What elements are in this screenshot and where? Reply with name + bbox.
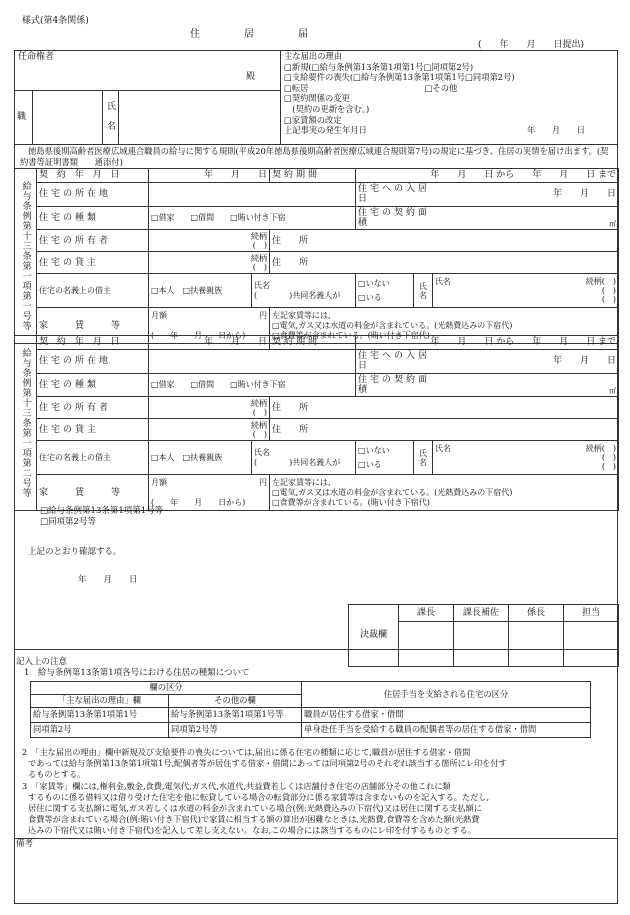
form-number: 様式(第4条関係) [22, 16, 89, 26]
contract-period-label-2: 契約期間 [270, 336, 356, 350]
remarks-label: 備考 [16, 839, 34, 849]
co-signer-exists-2[interactable]: □いる [358, 459, 382, 469]
notes-title: 記入上の注意 [16, 657, 68, 667]
rent-from-2: ( 年 月 日から) [151, 497, 246, 507]
co-signer-none-2[interactable]: □いない [358, 445, 390, 455]
owner-label-2: 住宅の所有者 [37, 397, 149, 419]
nominee-name-2[interactable] [252, 441, 356, 475]
intro-text: 徳島県後期高齢者医療広域連合職員の給与に関する規則(平成20年徳島県後期高齢者医療広域連合規則第7号)の規定に基づき、住居の実情を届け出ます。(契約書等証明書類 通添付) [20, 146, 609, 167]
nominee-label-2: 住宅の名義上の借主 [37, 441, 149, 475]
approval-col-3: 係長 [509, 605, 564, 622]
rent-monthly: 月額 [151, 310, 167, 320]
notes-r2-c3: 単身赴任手当を受給する職員の配偶者等の居住する借家・借間 [302, 723, 591, 738]
co-name-relation: 続柄( ) [585, 277, 617, 287]
lender-address-2[interactable]: 住 所 [270, 419, 619, 441]
kind-options-2[interactable]: □借家 □借間 □賄い付き下宿 [149, 373, 356, 397]
occurrence-date: 年 月 日 [527, 125, 586, 136]
lender-relation-label: 続柄 [251, 253, 268, 263]
rent-label-2: 家 賃 等 [37, 475, 149, 511]
contract-period-value[interactable]: 年 月 日 から 年 月 日 まで [356, 169, 619, 183]
co-name-value[interactable] [433, 274, 619, 308]
approval-label: 決裁欄 [349, 605, 399, 667]
nominee-name-label: 氏名 [254, 280, 270, 290]
notes-r1-c2: 給与条例第13条第1項第1号等 [169, 708, 302, 723]
reason-title: 主な届出の理由 [284, 51, 343, 61]
job-label: 職 [17, 112, 27, 122]
note-2-line-3: るものとする。 [28, 769, 86, 779]
rent-note-2-2[interactable]: □電気,ガス又は水道の料金が含まれている。(光熱費込みの下宿代) [272, 487, 513, 497]
address-value-2[interactable] [149, 350, 356, 374]
confirm-text: 上記のとおり確認する。 [28, 547, 122, 557]
address-value[interactable] [149, 183, 356, 207]
section-2-side-label: 給与条例第十三条第一項第二号等 [15, 336, 37, 511]
lender-label-2: 住宅の貸主 [37, 419, 149, 441]
section-1-side-label: 給与条例第十三条第一項第一号等 [15, 169, 37, 344]
reason-block [284, 51, 614, 136]
contract-date-label: 契 約 年 月 日 [37, 169, 149, 183]
co-name-paren-2: ( ) [601, 286, 617, 296]
co-name-relation-2: 続柄( ) [585, 444, 617, 454]
rent-note-3[interactable]: □食費等が含まれている。(賄い付き下宿代) [272, 330, 430, 340]
co-signer-options[interactable] [356, 274, 414, 308]
area-label: 住宅の契約面積 [356, 206, 433, 230]
dono-label: 殿 [246, 72, 256, 82]
notes-col2: その他の欄 [169, 695, 302, 708]
page-title: 住 居 届 [190, 29, 316, 40]
nominee-options-2[interactable]: □本人 □扶養親族 [149, 441, 252, 475]
notes-r2-c1: 同項第2号 [31, 723, 169, 738]
move-in-value-2[interactable]: 年 月 日 [433, 350, 619, 374]
kind-label: 住宅の種類 [37, 206, 149, 230]
co-name-shimei-2: 氏名 [435, 444, 452, 454]
lender-relation-2[interactable] [149, 419, 270, 441]
co-name-label-2: 氏名 [414, 441, 433, 475]
notes-col3: 住居手当を支給される住宅の区分 [302, 682, 591, 708]
note-3-line-3: 居住に関する支払額に電気,ガス若しくは水道の料金が含まれている場合(例:光熱費込みの下宿代)又は居住に関する支払額に [28, 803, 482, 813]
co-name-paren-2c: ( ) [601, 462, 617, 472]
confirm-block [40, 506, 163, 528]
nominee-label: 住宅の名義上の借主 [37, 274, 149, 308]
move-in-label-2: 住宅への入居日 [356, 350, 433, 374]
co-signer-options-2[interactable] [356, 441, 414, 475]
reason-move: □転居 □その他 [284, 82, 458, 93]
rent-label: 家 賃 等 [37, 308, 149, 344]
approval-col-4: 担当 [564, 605, 619, 622]
note-3-line-4: 食費等が含まれている場合(例:賄い付き下宿代)で家賃に相当する額の算出が困難なときは,光熱費,食費等を含めた額(光熱費 [28, 814, 480, 824]
occurrence-label: 上記事実の発生年月日 [284, 125, 367, 136]
contract-date-value[interactable]: 年 月 日 [149, 169, 270, 183]
co-name-paren-2b: ( ) [601, 453, 617, 463]
reason-rent: □家賃額の改定 [284, 114, 342, 125]
co-name-shimei: 氏名 [435, 277, 452, 287]
note-2-line-1: 2 「主な届出の理由」欄中新規及び支給要件の喪失については,届出に係る住宅の種類に応じて,職員が居住する借家・借間 [22, 747, 471, 757]
contract-date-label-2: 契 約 年 月 日 [37, 336, 149, 350]
nominee-options[interactable]: □本人 □扶養親族 [149, 274, 252, 308]
area-unit-2[interactable]: ㎡ [433, 373, 619, 397]
confirm-opt2[interactable]: □同項第2号等 [40, 517, 96, 527]
lender-relation-label-2: 続柄 [251, 420, 268, 430]
rent-note-2[interactable]: □電気,ガス又は水道の料金が含まれている。(光熱費込みの下宿代) [272, 320, 513, 330]
lender-relation-paren: ( ) [252, 262, 268, 272]
appointer-label: 任命権者 [18, 52, 55, 62]
rent-from: ( 年 月 日から) [151, 330, 246, 340]
co-name-paren-3: ( ) [601, 295, 617, 305]
notes-r1-c3: 職員が居住する借家・借間 [302, 708, 591, 723]
rent-yen: 円 [259, 310, 268, 320]
notes-col1: 「主な届出の理由」欄 [31, 695, 169, 708]
lender-label: 住宅の貸主 [37, 252, 149, 274]
co-signer-label-2: 共同名義人が [292, 457, 341, 467]
lender-relation[interactable] [149, 252, 270, 274]
contract-date-value-2[interactable]: 年 月 日 [149, 336, 270, 350]
name-label-1: 氏 [107, 102, 117, 112]
notes-col-group: 欄の区分 [31, 682, 302, 695]
owner-relation[interactable] [149, 230, 270, 252]
appointer-block [14, 50, 281, 144]
owner-label: 住宅の所有者 [37, 230, 149, 252]
owner-relation-2[interactable] [149, 397, 270, 419]
co-name-value-2[interactable] [433, 441, 619, 475]
note-3-line-1: 3 「家賃等」欄には,権利金,敷金,食費,電気代,ガス代,水道代,共益費若しくは店舗付き住宅の店舗部分その他これに類 [22, 781, 451, 791]
contract-period-value-2[interactable]: 年 月 日 から 年 月 日 まで [356, 336, 619, 350]
nominee-name-paren: ( ) [254, 290, 293, 300]
name-label-2: 名 [107, 122, 117, 132]
owner-address-2[interactable]: 住 所 [270, 397, 619, 419]
note-1: 1 給与条例第13条第1項各号における住居の種類について [24, 668, 250, 678]
confirm-date: 年 月 日 [78, 575, 138, 585]
contract-period-label: 契約期間 [270, 169, 356, 183]
rent-note-3-2[interactable]: □食費等が含まれている。(賄い付き下宿代) [272, 497, 430, 507]
rent-note-1: 左記家賃等には, [272, 310, 331, 320]
rent-monthly-2: 月額 [151, 477, 167, 487]
note-2-line-2: であっては給与条例第13条第1項第1号,配偶者等が居住する借家・借間にあっては同項第2号のそれぞれ該当する箇所にレ印を付す [28, 758, 507, 768]
confirm-opt1[interactable]: □給与条例第13条第1項第1号等 [40, 506, 164, 516]
nominee-name[interactable] [252, 274, 356, 308]
move-in-label: 住宅への入居日 [356, 183, 433, 207]
section-2 [14, 335, 619, 511]
address-label-2: 住宅の所在地 [37, 350, 149, 374]
area-unit[interactable]: ㎡ [433, 206, 619, 230]
owner-relation-label-2: 続柄 [251, 398, 268, 408]
approval-col-2: 課長補佐 [454, 605, 509, 622]
move-in-value[interactable]: 年 月 日 [433, 183, 619, 207]
approval-col-1: 課長 [399, 605, 454, 622]
owner-relation-paren-2: ( ) [252, 407, 268, 417]
note-3-line-5: 込みの下宿代又は賄い付き下宿代)を記入して差し支えない。なお,この場合には該当するものにレ印を付するものとする。 [28, 825, 476, 835]
owner-address[interactable]: 住 所 [270, 230, 619, 252]
address-label: 住宅の所在地 [37, 183, 149, 207]
owner-relation-paren: ( ) [252, 240, 268, 250]
kind-options[interactable]: □借家 □借間 □賄い付き下宿 [149, 206, 356, 230]
area-label-2: 住宅の契約面積 [356, 373, 433, 397]
rent-yen-2: 円 [259, 477, 268, 487]
nominee-name-paren-2: ( ) [254, 457, 293, 467]
lender-address[interactable]: 住 所 [270, 252, 619, 274]
reason-contract: □契約関係の変更 [284, 93, 350, 104]
note-3-line-2: するものに係る借料又は借り受けた住宅を他に転貸している場合の転貸部分に係る家賃等は含まないものを記入する。ただし, [28, 792, 490, 802]
section-1 [14, 168, 619, 344]
reason-new: □新規(□給与条例第13条第1項第1号□同項第2号) [284, 61, 474, 72]
co-signer-exists[interactable]: □いる [358, 292, 382, 302]
owner-relation-label: 続柄 [251, 231, 268, 241]
co-name-label: 氏名 [414, 274, 433, 308]
rent-note-1-2: 左記家賃等には, [272, 477, 331, 487]
notes-r1-c1: 給与条例第13条第1項第1号 [31, 708, 169, 723]
submission-date: ( 年 月 日提出) [478, 40, 585, 50]
lender-relation-paren-2: ( ) [252, 429, 268, 439]
rent-notes-2[interactable] [270, 475, 619, 511]
reason-loss: □支給要件の喪失(□給与条例第13条第1項第1号□同項第2号) [284, 72, 515, 83]
kind-label-2: 住宅の種類 [37, 373, 149, 397]
rent-value-2[interactable] [149, 475, 270, 511]
reason-contract-note: (契約の更新を含む。) [284, 103, 370, 114]
notes-r2-c2: 同項第2号等 [169, 723, 302, 738]
nominee-name-label-2: 氏名 [254, 447, 270, 457]
notes-table [30, 681, 591, 738]
co-signer-label: 共同名義人が [292, 290, 341, 300]
co-signer-none[interactable]: □いない [358, 278, 390, 288]
